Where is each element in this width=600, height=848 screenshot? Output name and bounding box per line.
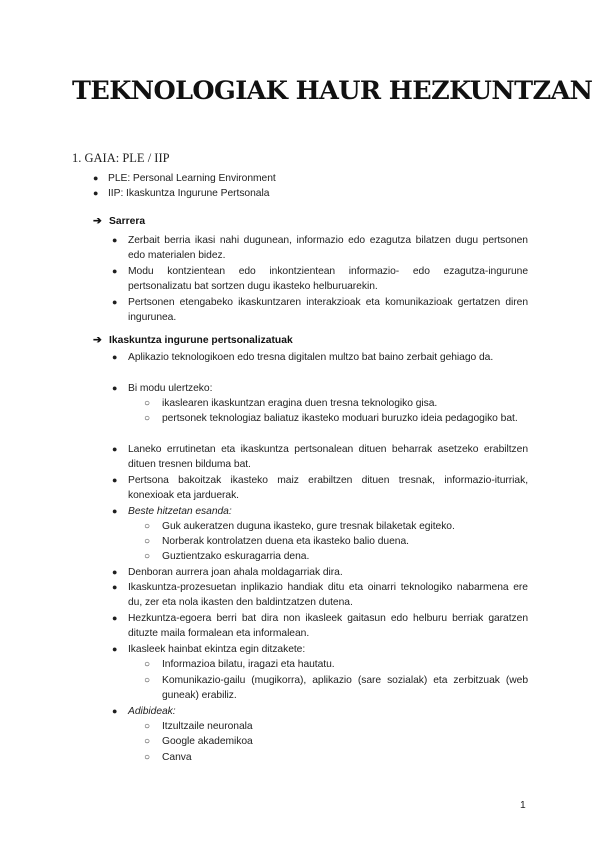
list-item: ● Aplikazio teknologikoen edo tresna digitalen multzo bat baino zerbait gehiago da. <box>128 350 528 365</box>
bullet-icon: ● <box>93 173 99 183</box>
bullet-icon: ● <box>112 644 118 654</box>
bullet-icon: ● <box>112 235 118 245</box>
circle-bullet-icon: ○ <box>144 675 150 686</box>
sub-list-item: ○ Guztientzako eskuragarria dena. <box>162 549 528 564</box>
list-item: ● Adibideak: <box>128 704 528 719</box>
bullet-icon: ● <box>112 383 118 393</box>
bullet-icon: ● <box>112 613 118 623</box>
bullet-icon: ● <box>112 567 118 577</box>
document-title: TEKNOLOGIAK HAUR HEZKUNTZAN <box>72 76 593 106</box>
list-item: ● Ikaskuntza-prozesuetan inplikazio handiak ditu eta oinarri teknologiko nabarmena ere du, zer eta nola ikasten den baldintzatzen dutena. <box>112 582 528 609</box>
circle-bullet-icon: ○ <box>144 752 150 763</box>
circle-bullet-icon: ○ <box>144 521 150 532</box>
bullet-icon: ● <box>112 444 118 454</box>
circle-bullet-icon: ○ <box>144 736 150 747</box>
list-item: ● Laneko errutinetan eta ikaskuntza pertsonalean dituen beharrak asetzeko erabiltzen dituen tresnen bilduma bat. <box>112 444 528 471</box>
bullet-icon: ● <box>93 188 99 198</box>
sub-list-item: ○ Komunikazio-gailu (mugikorra), aplikazio (sare sozialak) eta zerbitzuak (web guneak) erabiliz. <box>144 675 528 702</box>
list-item: ● Ikasleek hainbat ekintza egin ditzakete: <box>128 642 528 657</box>
definition-iip: ● IIP: Ikaskuntza Ingurune Pertsonala <box>93 186 453 201</box>
list-item: ● Modu kontzientean edo inkontzientean informazio- edo ezagutza-ingurune pertsonalizatu bat sortzen dugu ikasteko helburuarekin. <box>112 266 528 293</box>
bullet-icon: ● <box>112 266 118 276</box>
list-item: ● Denboran aurrera joan ahala moldagarriak dira. <box>128 565 528 580</box>
list-item: ● Pertsonen etengabeko ikaskuntzaren interakzioak eta komunikazioak gertatzen diren ingurunea. <box>112 297 528 324</box>
sub-list-item: ○ Informazioa bilatu, iragazi eta hautatu. <box>162 657 528 672</box>
sub-list-item: ○ Canva <box>162 750 528 765</box>
circle-bullet-icon: ○ <box>144 659 150 670</box>
bullet-icon: ● <box>112 475 118 485</box>
circle-bullet-icon: ○ <box>144 398 150 409</box>
circle-bullet-icon: ○ <box>144 536 150 547</box>
circle-bullet-icon: ○ <box>144 413 150 424</box>
sarrera-heading: ➔ Sarrera <box>93 216 146 227</box>
list-item: ● Hezkuntza-egoera berri bat dira non ikasleek gaitasun edo helburu berriak garatzen dituzte maila formalean eta informalean. <box>112 613 528 640</box>
ingurune-heading: ➔ Ikaskuntza ingurune pertsonalizatuak <box>93 335 293 346</box>
bullet-icon: ● <box>112 582 118 592</box>
list-item: ● Beste hitzetan esanda: <box>128 504 528 519</box>
list-item: ● Zerbait berria ikasi nahi dugunean, informazio edo ezagutza bilatzen dugu pertsonen edo materialen bidez. <box>112 235 528 262</box>
sub-list-item: ○ Norberak kontrolatzen duena eta ikasteko balio duena. <box>162 534 528 549</box>
circle-bullet-icon: ○ <box>144 551 150 562</box>
list-item: ● Bi modu ulertzeko: <box>128 381 528 396</box>
bullet-icon: ● <box>112 297 118 307</box>
definition-ple: ● PLE: Personal Learning Environment <box>93 171 453 186</box>
arrow-right-icon: ➔ <box>93 216 102 227</box>
arrow-right-icon: ➔ <box>93 335 102 346</box>
list-item: ● Pertsona bakoitzak ikasteko maiz erabiltzen dituen tresnak, informazio-iturriak, konexioak eta jarduerak. <box>112 475 528 502</box>
section-heading: 1. GAIA: PLE / IIP <box>72 151 170 165</box>
bullet-icon: ● <box>112 706 118 716</box>
sub-list-item: ○ pertsonek teknologiaz baliatuz ikasteko moduari buruzko ideia pedagogiko bat. <box>162 411 528 426</box>
bullet-icon: ● <box>112 506 118 516</box>
bullet-icon: ● <box>112 352 118 362</box>
sub-list-item: ○ Google akademikoa <box>162 734 528 749</box>
sub-list-item: ○ Guk aukeratzen duguna ikasteko, gure tresnak bilaketak egiteko. <box>162 519 528 534</box>
sub-list-item: ○ Itzultzaile neuronala <box>162 719 528 734</box>
page-number: 1 <box>520 800 526 811</box>
sub-list-item: ○ ikaslearen ikaskuntzan eragina duen tresna teknologiko gisa. <box>162 396 528 411</box>
circle-bullet-icon: ○ <box>144 721 150 732</box>
